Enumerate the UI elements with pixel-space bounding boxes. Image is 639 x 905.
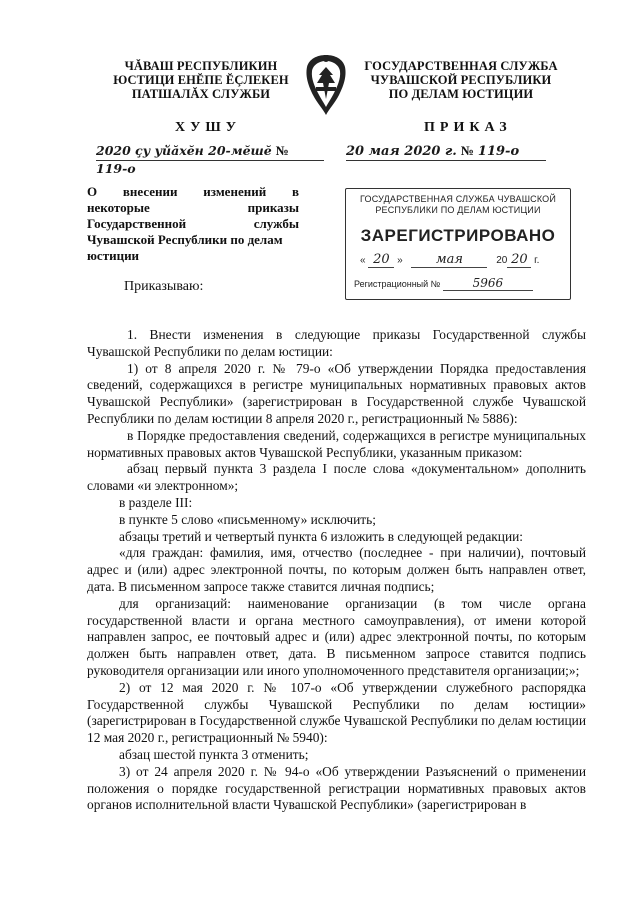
stamp-quote-close: » (397, 255, 403, 266)
subject-line: некоторые приказы (87, 200, 299, 215)
header-right-line: ПО ДЕЛАМ ЮСТИЦИИ (388, 87, 534, 101)
order-word: Приказываю: (124, 279, 204, 294)
left-number-label: № (275, 143, 289, 158)
subject-line: Чувашской Республики по делам (87, 232, 283, 247)
stamp-reg-row (346, 276, 570, 291)
header-left-line: ЮСТИЦИ ЕНĔПЕ ĔÇЛЕКЕН (113, 73, 289, 87)
doc-title-chuvash: ХУШУ (175, 120, 242, 135)
stamp-date-row (346, 252, 570, 270)
body-paragraph: абзац первый пункта 3 раздела I после слова «документальном» дополнить словами «и электронном»; (87, 461, 586, 494)
subject-line: Государственной службы (87, 216, 299, 231)
left-date-handwritten: 2020 ҫу уйӑхӗн 20-мӗшӗ (96, 143, 272, 158)
right-number-handwritten: 119-о (477, 144, 520, 159)
body-paragraph: в пункте 5 слово «письменному» исключить; (119, 511, 376, 527)
stamp-year-handwritten: 20 (507, 252, 531, 268)
header-left-line: ЧĂВАШ РЕСПУБЛИКИН (124, 59, 278, 73)
stamp-year-prefix: 20 (496, 255, 508, 266)
body-paragraph: 1. Внести изменения в следующие приказы Государственной службы Чувашской Республики по делам юстиции: (87, 327, 586, 359)
body-paragraph: «для граждан: фамилия, имя, отчество (последнее - при наличии), почтовый адрес и (или) адрес электронной почты, по которым должен быть направлен ответ, дата. В письменном запросе также ставится личная подпись; (87, 545, 586, 594)
header-right-line: ГОСУДАРСТВЕННАЯ СЛУЖБА (364, 59, 558, 73)
left-number-handwritten: 119-о (96, 161, 136, 176)
subject-line: О внесении изменений в (87, 184, 299, 199)
stamp-year-suffix: г. (534, 255, 540, 266)
body-paragraph: для организаций: наименование организации (в том числе органа государственной власти и органа местного самоуправления), от имени которой направлен запрос, ее почтовый адрес и (или) адрес электронной почты, по которым должен быть направлен ответ, дата. В письменном запросе ставится подпись руководителя организации или иного уполномоченного представителя организации;»; (87, 595, 586, 678)
body-paragraph: в разделе III: (119, 494, 193, 510)
stamp-reg-label: Регистрационный № (354, 279, 441, 289)
stamp-quote-open: « (360, 255, 366, 266)
stamp-reg-number-handwritten: 5966 (443, 276, 533, 291)
stamp-org-line: РЕСПУБЛИКИ ПО ДЕЛАМ ЮСТИЦИИ (375, 205, 541, 215)
header-left-org (96, 59, 306, 101)
subject-line: юстиции (87, 248, 140, 263)
body-paragraph: абзацы третий и четвертый пункта 6 изложить в следующей редакции: (119, 528, 524, 544)
document-subject (87, 184, 299, 264)
document-body (87, 327, 586, 814)
body-paragraph: 3) от 24 апреля 2020 г. № 94-о «Об утверждении Разъяснений о применении положения о порядке государственной регистрации нормативных правовых актов органов исполнительной власти Чувашской Республики» (зарегистрирован в (87, 763, 586, 813)
coat-of-arms-emblem-icon (299, 53, 353, 117)
body-paragraph: абзац шестой пункта 3 отменить; (119, 746, 309, 762)
doc-title-russian: ПРИКАЗ (424, 120, 512, 135)
right-date-underline (346, 160, 546, 161)
body-paragraph: 1) от 8 апреля 2020 г. № 79-о «Об утверждении Порядка предоставления сведений, содержащихся в регистре муниципальных нормативных правовых актов Чувашской Республики» (зарегистрирован в Государственной службе Чувашской Республики по делам юстиции 8 апреля 2020 г., регистрационный № 5886): (87, 360, 586, 426)
stamp-org-line: ГОСУДАРСТВЕННАЯ СЛУЖБА ЧУВАШСКОЙ (359, 194, 557, 204)
header-right-line: ЧУВАШСКОЙ РЕСПУБЛИКИ (370, 73, 552, 87)
right-date-handwritten: 20 мая 2020 г. (346, 144, 457, 159)
body-paragraph: в Порядке предоставления сведений, содержащихся в регистре муниципальных нормативных правовых актов Чувашской Республики, указанным приказом: (87, 427, 586, 460)
stamp-month-handwritten: мая (411, 252, 487, 268)
registration-stamp (345, 188, 571, 300)
body-paragraph: 2) от 12 мая 2020 г. № 107-о «Об утверждении служебного распорядка Государственной службы Чувашской Республики по делам юстиции» (зарегистрирован в Государственной службе Чувашской Республики по делам юстиции 12 мая 2020 г., регистрационный № 5940): (87, 679, 586, 746)
stamp-day-handwritten: 20 (368, 252, 394, 268)
left-date-underline (96, 160, 324, 161)
stamp-registered-title: ЗАРЕГИСТРИРОВАНО (360, 226, 556, 245)
right-number-label: № (460, 143, 474, 158)
right-date-line (346, 142, 566, 160)
header-left-line: ПАТШАЛĂХ СЛУЖБИ (131, 87, 271, 101)
header-right-org (356, 59, 566, 101)
